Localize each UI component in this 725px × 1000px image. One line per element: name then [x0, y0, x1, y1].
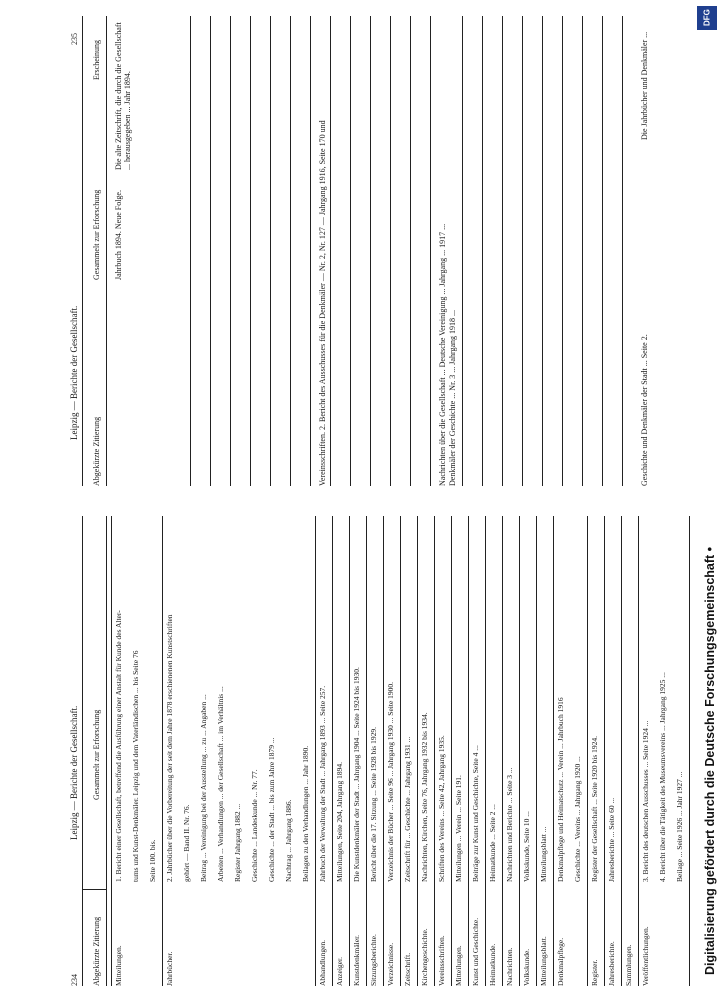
right-block1-left: Jahrbuch 1894. Neue Folge.	[114, 190, 123, 280]
right-rule-n	[462, 16, 463, 486]
right-head-rule	[82, 16, 83, 486]
left-entry-text: Heimatkunde ... Seite 2 ...	[488, 804, 497, 882]
left-entry-text: Die Kunstdenkmäler der Stadt ... Jahrgang 1904 ... Seite 1924 bis 1930.	[352, 667, 361, 882]
left-entry-text: 2. Jahrbücher über die Vorbereitung der seit dem Jahre 1878 erschienenen Kunstschriften	[165, 614, 174, 882]
left-entry-rule	[383, 516, 384, 986]
left-entry-label: Vereinsschriften.	[437, 935, 446, 986]
right-header-rule	[106, 16, 107, 486]
left-entry-text: Volkskunde, Seite 10 ...	[522, 811, 531, 882]
right-rule-a	[190, 16, 191, 486]
left-entry-label: Mitteilungen.	[114, 945, 123, 986]
left-entry-text: Mitteilungen ... Verein ... Seite 191.	[454, 775, 463, 882]
left-entry-text: Beitrag ... Vereinigung bei der Ausstellung ... zu ... Angaben ...	[199, 694, 208, 882]
left-entry-text: tums und Kunst-Denkmäler. Leipzig und dem Vaterländischen ... bis Seite 76	[131, 650, 140, 882]
left-entry-rule	[604, 516, 605, 986]
left-entry-text: Nachrichten und Berichte ... Seite 3 ...	[505, 767, 514, 882]
left-entry-text: Register Jahrgang 1882 ...	[233, 803, 242, 882]
left-entry-text: Beilage ... Seite 1926 ... Jahr 1927 ...	[675, 771, 684, 882]
right-footnote: Die Jahrbücher und Denkmäler ...	[640, 31, 649, 140]
left-entry-rule	[315, 516, 316, 986]
left-entry-text: Register der Gesellschaft ... Seite 1920 bis 1924.	[590, 735, 599, 882]
left-entry-rule	[485, 516, 486, 986]
left-entry-text: Beiträge zur Kunst und Geschichte, Seite 4 ...	[471, 745, 480, 882]
right-rule-l	[410, 16, 411, 486]
right-block3-line2: Denkmäler der Geschichte ... Nr. 3 ... Jahrgang 1918 ...	[448, 309, 457, 486]
left-entry-text: Nachtrag ... Jahrgang 1886.	[284, 799, 293, 882]
left-entry-label: Zeitschrift.	[403, 952, 412, 986]
left-entry-label: Volkskunde.	[522, 948, 531, 986]
left-entry-text: Schriften des Vereins ... Seite 42, Jahrgang 1935.	[437, 735, 446, 882]
right-rule-j	[370, 16, 371, 486]
left-entry-text: Nachrichten, Kirchen, Seite 76, Jahrgang 1932 bis 1934.	[420, 712, 429, 882]
left-entry-text: Arbeiten ... Verhandlungen ... der Gesellschaft ... im Verhältnis ...	[216, 686, 225, 882]
left-entry-label: Jahrbücher.	[165, 951, 174, 986]
left-entry-text: Bericht über die 17. Sitzung ... Seite 1928 bis 1929.	[369, 727, 378, 882]
right-rule-c	[230, 16, 231, 486]
dfg-logo: DFG	[697, 6, 717, 30]
right-rule-r	[542, 16, 543, 486]
left-entry-text: 4. Bericht über die Tätigkeit des Museumsvereins ... Jahrgang 1925 ...	[658, 672, 667, 882]
left-entry-text: Zeitschrift für ... Geschichte ... Jahrgang 1931 ...	[403, 736, 412, 882]
left-entry-rule	[502, 516, 503, 986]
left-entry-label: Jahresberichte.	[607, 941, 616, 986]
left-col-header-2: Gesammelt zur Erforschung	[92, 709, 101, 800]
left-entry-label: Heimatkunde.	[488, 943, 497, 986]
left-entry-text: Jahrbuch der Verwaltung der Stadt ... Jahrgang 1893 ... Seite 257.	[318, 685, 327, 882]
right-rule-e	[270, 16, 271, 486]
right-rule-q	[522, 16, 523, 486]
left-entry-rule	[111, 516, 112, 986]
left-entry-text: Denkmalpflege und Heimatschutz ... Verein ... Jahrbuch 1916	[556, 697, 565, 882]
right-rule-t	[582, 16, 583, 486]
right-rule-p	[502, 16, 503, 486]
left-entry-rule	[349, 516, 350, 986]
left-entry-text: Beilagen zu den Verhandlungen ... Jahr 1890.	[301, 745, 310, 882]
left-entry-label: Verzeichnisse.	[386, 942, 395, 986]
left-entry-label: Nachrichten.	[505, 947, 514, 986]
left-entry-label: Kirchengeschichte.	[420, 928, 429, 986]
left-col-header-1: Abgekürzte Zitierung	[92, 916, 101, 986]
left-page-number: 234	[70, 974, 79, 986]
left-head-rule	[82, 516, 83, 986]
right-col-header-1: Abgekürzte Zitierung	[92, 416, 101, 486]
left-entry-rule	[689, 516, 690, 986]
left-entry-label: Mitteilungsblatt.	[539, 936, 548, 986]
right-rule-i	[350, 16, 351, 486]
right-rule-k	[390, 16, 391, 486]
left-entry-text: Geschichte ... der Stadt ... bis zum Jahre 1879 ...	[267, 737, 276, 882]
right-rule-m	[430, 16, 431, 486]
left-entry-text: Geschichte ... Landeskunde ... Nr. 77.	[250, 769, 259, 882]
left-entry-rule	[434, 516, 435, 986]
left-entry-rule	[400, 516, 401, 986]
left-page	[0, 500, 725, 1000]
left-entry-rule	[519, 516, 520, 986]
left-entry-label: Anzeiger.	[335, 957, 344, 986]
left-entry-text: gehört — Band II. Nr. 76.	[182, 804, 191, 882]
left-entry-label: Register.	[590, 959, 599, 986]
right-rule-f	[290, 16, 291, 486]
left-entry-text: Mitteilungen, Seite 204, Jahrgang 1894.	[335, 761, 344, 882]
left-entry-rule	[553, 516, 554, 986]
right-running-head: Leipzig — Berichte der Gesellschaft.	[69, 305, 79, 440]
right-col-header-2: Gesammelt zur Erforschung	[92, 189, 101, 280]
left-entry-text: Seite 100. bis.	[148, 839, 157, 882]
left-entry-text: Verzeichnis der Bücher ... Seite 96 ... Jahrgang 1930 ... Seite 1900.	[386, 681, 395, 882]
left-entry-rule	[468, 516, 469, 986]
left-entry-label: Sammlungen.	[624, 944, 633, 986]
right-rule-s	[562, 16, 563, 486]
left-entry-label: Veröffentlichungen.	[641, 926, 650, 986]
left-entry-text: 3. Bericht des deutschen Ausschusses ... Seite 1924 ...	[641, 720, 650, 882]
right-rule-h	[330, 16, 331, 486]
left-entry-rule	[638, 516, 639, 986]
left-col-divider	[82, 889, 106, 890]
right-rule-d	[250, 16, 251, 486]
left-entry-label: Denkmalpflege.	[556, 937, 565, 986]
right-footer: Geschichte und Denkmäler der Stadt ... Seite 2.	[640, 334, 649, 486]
left-entry-rule	[587, 516, 588, 986]
left-entry-label: Sitzungsberichte.	[369, 934, 378, 986]
left-entry-rule	[366, 516, 367, 986]
right-rule-v	[622, 16, 623, 486]
right-block1-right: Die alte Zeitschrift, die durch die Gesellschaft ... herausgegeben ... Jahr 1894.	[114, 22, 132, 170]
left-entry-text: 1. Bericht einer Gesellschaft, betreffend die Ausführung einer Anstalt für Kunde des Alter-	[114, 610, 123, 882]
right-rule-b	[210, 16, 211, 486]
right-rule-g	[310, 16, 311, 486]
left-entry-label: Kunstdenkmäler.	[352, 934, 361, 986]
left-entry-rule	[162, 516, 163, 986]
left-entry-rule	[536, 516, 537, 986]
right-col-header-3: Erscheinung	[92, 40, 101, 80]
left-entry-rule	[621, 516, 622, 986]
left-entry-label: Abhandlungen.	[318, 939, 327, 986]
right-page-number: 235	[70, 33, 79, 45]
left-running-head: Leipzig — Berichte der Gesellschaft.	[69, 705, 79, 840]
right-block3-line1: Nachrichten über die Gesellschaft ... Deutsche Vereinigung ... Jahrgang ... 1917 ...	[438, 223, 447, 486]
right-rule-o	[482, 16, 483, 486]
left-entry-text: Mitteilungsblatt ...	[539, 826, 548, 882]
left-entry-label: Kunst und Geschichte.	[471, 917, 480, 986]
left-entry-text: Jahresberichte ... Seite 60 ...	[607, 797, 616, 882]
left-entry-text: Geschichte ... Vereins ... Jahrgang 1920 ...	[573, 756, 582, 882]
right-rule-u	[602, 16, 603, 486]
left-entry-rule	[332, 516, 333, 986]
left-entry-rule	[417, 516, 418, 986]
left-entry-label: Mitteilungen.	[454, 945, 463, 986]
right-block2: Vereinsschriften. 2. Bericht des Ausschusses für die Denkmäler — Nr. 2, Nr. 127 — Jahrgang 1916, Seite 170 und	[318, 120, 327, 486]
left-header-rule	[106, 516, 107, 986]
dfg-banner-text: Digitalisierung gefördert durch die Deutsche Forschungsgemeinschaft •	[703, 546, 717, 975]
left-entry-rule	[451, 516, 452, 986]
